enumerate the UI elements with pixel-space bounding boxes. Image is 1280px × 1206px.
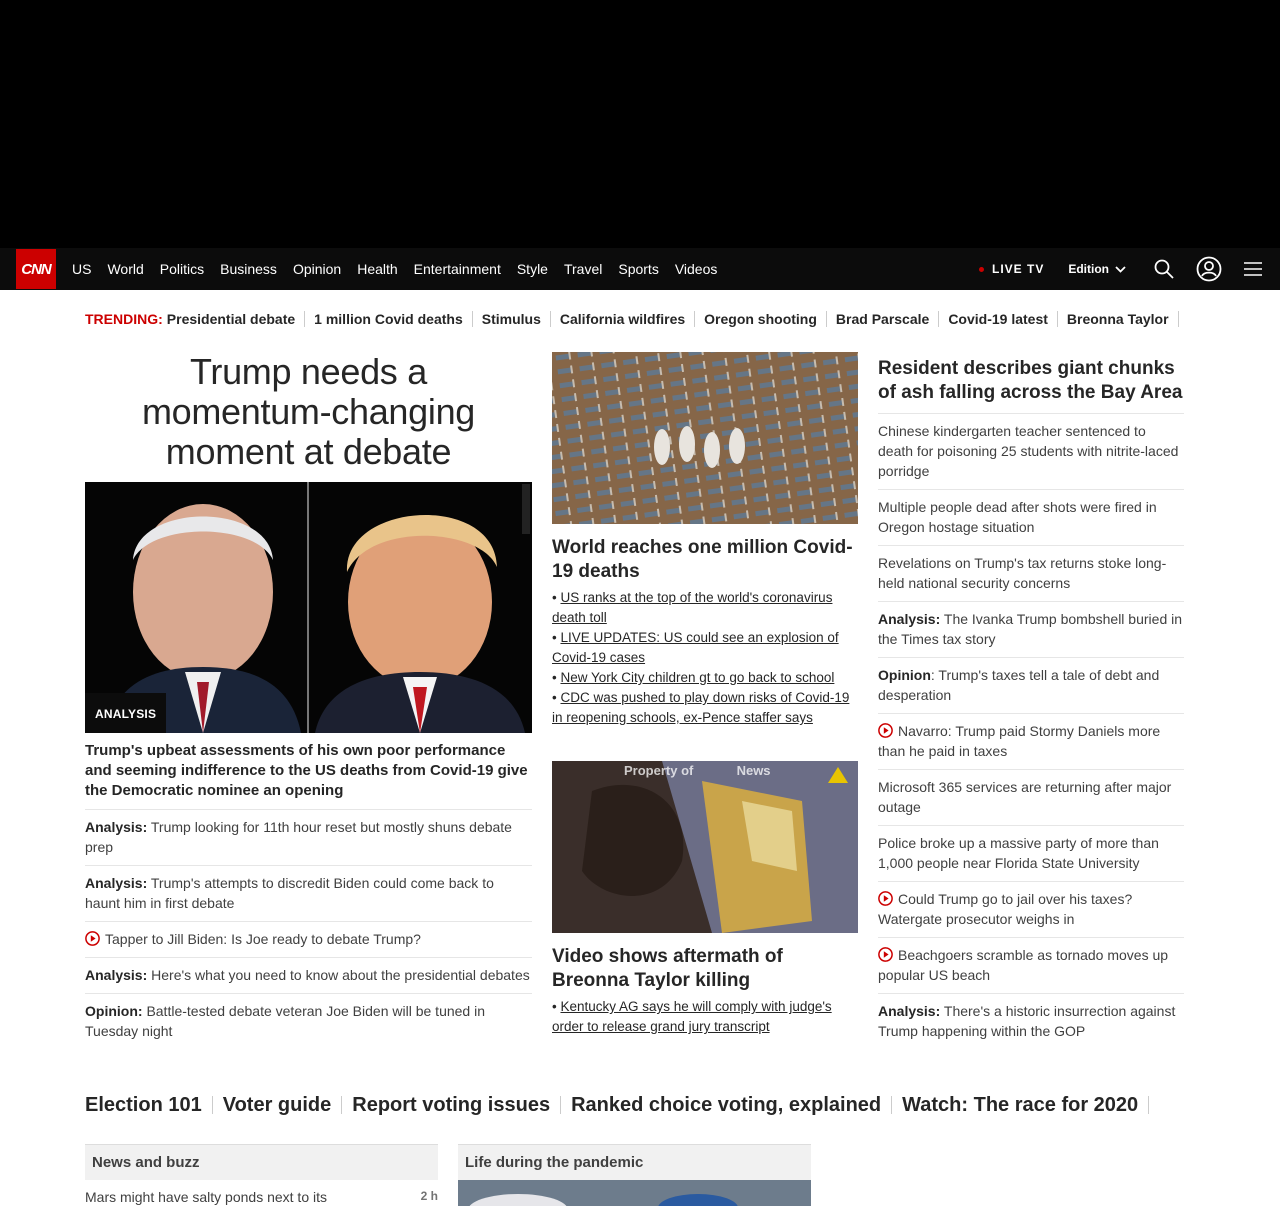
story-text: Trump's attempts to discredit Biden could come back to haunt him in first debate bbox=[85, 875, 494, 911]
trending-label: TRENDING: bbox=[85, 311, 163, 327]
trending-item[interactable]: Stimulus bbox=[473, 311, 551, 327]
aerial-cemetery-photo bbox=[552, 352, 858, 524]
story-prefix: Analysis: bbox=[878, 611, 941, 627]
list-item[interactable] bbox=[878, 826, 1184, 882]
timestamp: 2 h bbox=[420, 1189, 438, 1203]
nav-link-travel[interactable]: Travel bbox=[563, 261, 603, 277]
story-prefix: Analysis: bbox=[85, 819, 148, 835]
list-item[interactable] bbox=[878, 770, 1184, 826]
news-and-buzz-box bbox=[85, 1144, 438, 1206]
list-item[interactable] bbox=[85, 1180, 438, 1205]
story-text: Tapper to Jill Biden: Is Joe ready to debate Trump? bbox=[105, 931, 421, 947]
story-text: The Ivanka Trump bombshell buried in the Times tax story bbox=[878, 611, 1183, 647]
trending-item[interactable]: Oregon shooting bbox=[695, 311, 827, 327]
pandemic-photo bbox=[458, 1180, 811, 1206]
bullet-link: New York City children gt to go back to school bbox=[560, 670, 835, 685]
story-text: Mars might have salty ponds next to its bbox=[85, 1189, 327, 1205]
list-item[interactable] bbox=[878, 546, 1184, 602]
right-column bbox=[878, 357, 1184, 1049]
list-item[interactable] bbox=[85, 810, 532, 866]
story-text: Police broke up a massive party of more than 1,000 people near Florida State University bbox=[878, 835, 1159, 871]
list-item[interactable] bbox=[85, 958, 532, 994]
cnn-logo[interactable]: CNN bbox=[16, 249, 56, 289]
story-text: : Trump's taxes tell a tale of debt and desperation bbox=[878, 667, 1160, 703]
list-item[interactable] bbox=[878, 882, 1184, 938]
nav-link-politics[interactable]: Politics bbox=[159, 261, 205, 277]
election-link[interactable]: Report voting issues bbox=[342, 1096, 561, 1114]
nav-link-opinion[interactable]: Opinion bbox=[292, 261, 342, 277]
list-item[interactable]: • US ranks at the top of the world's coronavirus death toll bbox=[552, 590, 833, 625]
trending-item[interactable]: 1 million Covid deaths bbox=[305, 311, 473, 327]
live-dot-icon bbox=[979, 267, 984, 272]
trending-item[interactable]: Covid-19 latest bbox=[939, 311, 1058, 327]
lead-story-column bbox=[85, 352, 532, 1049]
edition-label: Edition bbox=[1068, 262, 1109, 276]
story-text: Beachgoers scramble as tornado moves up popular US beach bbox=[878, 947, 1169, 983]
story-text: Could Trump go to jail over his taxes? Watergate prosecutor weighs in bbox=[878, 891, 1133, 927]
list-item[interactable] bbox=[85, 994, 532, 1049]
ad-banner bbox=[0, 0, 1280, 248]
list-item[interactable] bbox=[878, 938, 1184, 994]
list-item[interactable] bbox=[85, 866, 532, 922]
bodycam-photo bbox=[552, 761, 858, 933]
video-watermark bbox=[624, 763, 771, 778]
story-text: Navarro: Trump paid Stormy Daniels more than he paid in taxes bbox=[878, 723, 1161, 759]
search-button[interactable] bbox=[1154, 259, 1174, 279]
covid-headline[interactable]: World reaches one million Covid-19 deaths bbox=[552, 537, 853, 582]
list-item[interactable] bbox=[85, 922, 532, 958]
covid-cemetery-image[interactable] bbox=[552, 352, 858, 524]
nav-link-style[interactable]: Style bbox=[516, 261, 548, 277]
watermark-text-2: News bbox=[732, 763, 771, 778]
story-text: Microsoft 365 services are returning after major outage bbox=[878, 779, 1172, 815]
nav-link-entertainment[interactable]: Entertainment bbox=[413, 261, 501, 277]
nav-link-videos[interactable]: Videos bbox=[674, 261, 718, 277]
menu-button[interactable] bbox=[1244, 261, 1262, 277]
middle-column bbox=[552, 352, 858, 1037]
breonna-related-links bbox=[552, 997, 858, 1037]
box-title: News and buzz bbox=[85, 1144, 438, 1180]
breonna-headline[interactable]: Video shows aftermath of Breonna Taylor killing bbox=[552, 946, 783, 991]
list-item[interactable] bbox=[878, 658, 1184, 714]
list-item[interactable]: • Kentucky AG says he will comply with judge's order to release grand jury transcript bbox=[552, 999, 832, 1034]
story-text: There's a historic insurrection against Trump happening within the GOP bbox=[878, 1003, 1176, 1039]
story-prefix: Analysis: bbox=[85, 967, 148, 983]
list-item[interactable] bbox=[878, 602, 1184, 658]
chevron-down-icon bbox=[1115, 266, 1126, 273]
story-prefix: Analysis: bbox=[878, 1003, 941, 1019]
nav-link-health[interactable]: Health bbox=[357, 261, 398, 277]
video-play-icon bbox=[878, 723, 893, 738]
live-tv-label: LIVE TV bbox=[991, 262, 1045, 276]
election-link[interactable]: Ranked choice voting, explained bbox=[561, 1096, 892, 1114]
list-item[interactable]: • LIVE UPDATES: US could see an explosion of Covid-19 cases bbox=[552, 630, 839, 665]
nav-link-business[interactable]: Business bbox=[220, 261, 277, 277]
nav-right bbox=[979, 248, 1280, 290]
bullet-link: US ranks at the top of the world's coronavirus death toll bbox=[552, 590, 833, 625]
bullet-link: LIVE UPDATES: US could see an explosion of Covid-19 cases bbox=[552, 630, 839, 665]
pandemic-box bbox=[458, 1144, 811, 1206]
story-text: Revelations on Trump's tax returns stoke long-held national security concerns bbox=[878, 555, 1167, 591]
trending-item[interactable]: Breonna Taylor bbox=[1058, 311, 1179, 327]
nav-links bbox=[72, 248, 733, 290]
analysis-badge: ANALYSIS bbox=[85, 693, 166, 733]
live-tv-link[interactable] bbox=[979, 262, 1044, 276]
list-item[interactable] bbox=[878, 714, 1184, 770]
election-link[interactable]: Election 101 bbox=[85, 1096, 213, 1114]
nav-link-sports[interactable]: Sports bbox=[618, 261, 659, 277]
story-text: Multiple people dead after shots were fired in Oregon hostage situation bbox=[878, 499, 1157, 535]
breonna-story bbox=[552, 761, 858, 1037]
user-icon bbox=[1196, 256, 1222, 282]
account-button[interactable] bbox=[1196, 256, 1222, 282]
trending-item[interactable]: Presidential debate bbox=[167, 311, 305, 327]
video-play-icon bbox=[878, 891, 893, 906]
nav-link-us[interactable]: US bbox=[72, 261, 92, 277]
trending-bar bbox=[85, 311, 1185, 327]
covid-related-links bbox=[552, 588, 858, 728]
trending-item[interactable]: Brad Parscale bbox=[827, 311, 939, 327]
election-link[interactable]: Voter guide bbox=[213, 1096, 343, 1114]
story-text: Here's what you need to know about the presidential debates bbox=[151, 967, 530, 983]
hamburger-menu-icon bbox=[1244, 261, 1262, 277]
list-item[interactable]: • CDC was pushed to play down risks of Covid-19 in reopening schools, ex-Pence staffer says bbox=[552, 690, 850, 725]
trending-item[interactable]: California wildfires bbox=[551, 311, 695, 327]
list-item[interactable] bbox=[878, 994, 1184, 1049]
lead-story-image[interactable] bbox=[85, 482, 532, 733]
bullet-link: Kentucky AG says he will comply with judge's order to release grand jury transcript bbox=[552, 999, 832, 1034]
top-navigation bbox=[0, 248, 1280, 290]
box-title: Life during the pandemic bbox=[458, 1144, 811, 1180]
bullet-link: CDC was pushed to play down risks of Covid-19 in reopening schools, ex-Pence staffer says bbox=[552, 690, 850, 725]
nav-link-world[interactable]: World bbox=[107, 261, 144, 277]
video-play-icon bbox=[878, 947, 893, 962]
list-item[interactable]: • New York City children gt to go back to school bbox=[552, 670, 835, 685]
list-item[interactable] bbox=[878, 414, 1184, 490]
search-icon bbox=[1154, 259, 1174, 279]
story-prefix: Analysis: bbox=[85, 875, 148, 891]
edition-dropdown[interactable] bbox=[1068, 262, 1126, 276]
story-prefix: Opinion bbox=[878, 667, 931, 683]
pandemic-image[interactable] bbox=[458, 1180, 811, 1206]
story-text: Battle-tested debate veteran Joe Biden will be tuned in Tuesday night bbox=[85, 1003, 485, 1039]
story-prefix: Opinion: bbox=[85, 1003, 143, 1019]
watermark-text-1: Property of bbox=[624, 763, 697, 778]
list-item[interactable] bbox=[878, 490, 1184, 546]
right-headline[interactable]: Resident describes giant chunks of ash falling across the Bay Area bbox=[878, 357, 1184, 414]
story-text: Trump looking for 11th hour reset but mostly shuns debate prep bbox=[85, 819, 512, 855]
video-play-icon bbox=[85, 931, 100, 946]
election-links bbox=[85, 1096, 1195, 1114]
bodycam-video-thumbnail[interactable] bbox=[552, 761, 858, 933]
story-text: Chinese kindergarten teacher sentenced to death for poisoning 25 students with nitrite-laced porridge bbox=[878, 423, 1179, 479]
election-link[interactable]: Watch: The race for 2020 bbox=[892, 1096, 1149, 1114]
lead-story-caption[interactable]: Trump's upbeat assessments of his own poor performance and seeming indifference to the US deaths from Covid-19 give the Democratic nominee an opening bbox=[85, 733, 532, 810]
lead-headline[interactable]: Trump needs a momentum-changing moment at debate bbox=[141, 351, 476, 472]
